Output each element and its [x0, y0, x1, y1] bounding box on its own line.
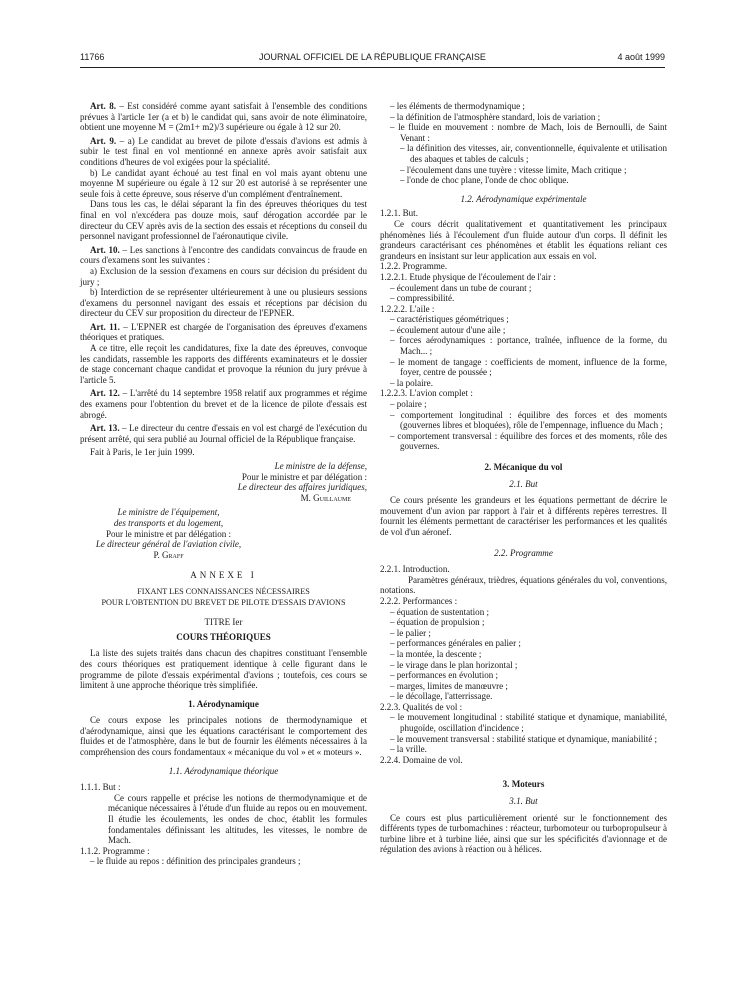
section-2-2-2: 2.2.2. Performances : [380, 595, 458, 606]
cours-theoriques-heading: COURS THÉORIQUES [176, 631, 271, 642]
list-item: – les éléments de thermodynamique ; [390, 101, 525, 111]
article-10-b: b) Interdiction de se représenter ultérieurement à une ou plusieurs sessions d'examens du personnel navigant des essais et réceptions par décision du directeur du CEV sur proposition du directeur de l'EPNER. [80, 287, 367, 319]
list-item: – l'écoulement dans une tuyère : vitesse limite, Mach critique ; [400, 164, 627, 175]
section-1-2-1-text: Ce cours décrit qualitativement et quantitativement les principaux phénomènes liés à l'écoulement d'un fluide autour d'un corps. Il définit les grandeurs caractérisant ces phénomènes et établit les équations reliant ces grandeurs en insistant sur leur application aux essais en vol. [380, 218, 667, 261]
issue-date: 4 août 1999 [617, 52, 665, 62]
section-1-2-2: 1.2.2. Programme. [380, 261, 448, 272]
aero-theorique-heading: 1.1. Aérodynamique théorique [168, 765, 279, 776]
list-item: – le virage dans le plan horizontal ; [390, 659, 518, 670]
section-1-2-1: 1.2.1. But. [380, 208, 418, 219]
section-1-2-2-2: 1.2.2.2. L'aile : [380, 303, 435, 314]
section-1-1-1-text: Ce cours rappelle et précise les notions de thermodynamique et de mécanique nécessaires à l'étude d'un fluide au repos ou en mouvement. Il étudie les écoulements, les ondes de choc, établit les formules fondamentales définissant les altitudes, les vitesses, le nombre de Mach. [108, 792, 367, 846]
section-1-1-2: 1.1.2. Programme : [80, 845, 150, 856]
article-10: Art. 10. – Les sanctions à l'encontre des candidats convaincus de fraude en cours d'examens sont les suivantes : [80, 244, 367, 266]
section-2-2-3: 2.2.3. Qualités de vol : [380, 701, 463, 712]
article-11-b: A ce titre, elle reçoit les candidatures, fixe la date des épreuves, convoque les candidats, rassemble les rapports des différents examinateurs et le dossier de stage concernant chaque candidat et provoque la réunion du jury prévue à l'article 5. [80, 343, 367, 385]
list-item: – la polaire. [390, 377, 433, 388]
aero-experimentale-heading: 1.2. Aérodynamique expérimentale [460, 193, 587, 204]
moteurs-heading: 3. Moteurs [502, 779, 545, 790]
mecanique-but-heading: 2.1. But [509, 478, 538, 489]
page-header [80, 52, 665, 68]
list-item: – polaire ; [390, 399, 427, 410]
header-rule [80, 67, 665, 68]
section-2-2-4: 2.2.4. Domaine de vol. [380, 754, 463, 765]
list-item: – forces aérodynamiques : portance, traînée, influence de la forme, du Mach... ; [390, 335, 667, 357]
article-11: Art. 11. – L'EPNER est chargée de l'organisation des épreuves d'examens théoriques et pratiques. [80, 321, 368, 343]
moteurs-text: Ce cours est plus particulièrement orienté sur le fonctionnement des différents types de turbomachines : réacteur, turbomoteur ou turbopropulseur à turbine libre et à turbine liée, ainsi que sur les spécificités d'avionnage et de régulation des avions à réaction ou à hélices. [380, 812, 667, 855]
left-column [80, 101, 367, 867]
section-1-1-2-item: – le fluide au repos : définition des principales grandeurs ; [90, 856, 301, 867]
aerodynamique-heading: 1. Aérodynamique [188, 698, 259, 709]
list-item: – équation de propulsion ; [390, 617, 485, 628]
section-2-2-1-text: Paramètres généraux, trièdres, équations générales du vol, conventions, notations. [380, 574, 667, 596]
titre-heading: TITRE Ier [204, 617, 243, 628]
list-item: – la définition de l'atmosphère standard, lois de variation ; [390, 111, 601, 122]
list-item: – écoulement autour d'une aile ; [390, 324, 506, 335]
article-9-b: b) Le candidat ayant échoué au test final en vol mais ayant obtenu une moyenne M supérieure ou égale à 12 sur 20 est autorisé à se représenter une seule fois à cette épreuve, sous réserve d'un complément d'entraînement. [80, 167, 367, 199]
moteurs-but-heading: 3.1. But [509, 796, 538, 807]
list-item: – performances générales en palier ; [390, 638, 521, 649]
section-1-2-2-3: 1.2.2.3. L'avion complet : [380, 388, 473, 399]
section-1-1-1: 1.1.1. But : [80, 782, 121, 793]
list-item: – la montée, la descente ; [390, 648, 482, 659]
annexe-subtitle-1: FIXANT LES CONNAISSANCES NÉCESSAIRES [137, 586, 310, 596]
list-item: – comportement transversal : équilibre des forces et des moments, rôle des gouvernes. [390, 430, 667, 452]
list-item: – le mouvement transversal : stabilité statique et dynamique, maniabilité ; [390, 733, 658, 744]
article-10-a: a) Exclusion de la session d'examens en cours sur décision du président du jury ; [80, 265, 367, 287]
list-item: – le moment de tangage : coefficients de moment, influence de la forme, foyer, centre de poussée ; [390, 356, 667, 378]
page-number: 11766 [80, 52, 105, 62]
article-12: Art. 12. – L'arrêté du 14 septembre 1958 relatif aux programmes et régime des examens pour l'obtention du brevet et de la licence de pilote d'essais est abrogé. [80, 388, 367, 420]
section-2-2-1: 2.2.1. Introduction. [380, 564, 450, 575]
section-1-2-2-1: 1.2.2.1. Etude physique de l'écoulement de l'air : [380, 271, 556, 282]
article-9: Art. 9. – a) Le candidat au brevet de pilote d'essais d'avions est admis à subir le test final en vol mentionné en annexe après avoir satisfait aux conditions d'heures de vol exigées pour la spécialité. [80, 135, 367, 167]
list-item: – le fluide en mouvement : nombre de Mach, lois de Bernoulli, de Saint Venant : [390, 122, 667, 143]
mecanique-text: Ce cours présente les grandeurs et les équations permettant de décrire le mouvement d'un avion par rapport à l'air et à différents repères terrestres. Il fournit les éléments permettant de caractériser les performances et les qualités de vol d'un aéronef. [380, 495, 667, 537]
list-item: – écoulement dans un tube de courant ; [390, 282, 532, 293]
right-column [380, 101, 667, 855]
article-8: Art. 8. – Est considéré comme ayant satisfait à l'ensemble des conditions prévues à l'article 1er (a et b) le candidat qui, sans avoir de note éliminatoire, obtient une moyenne M = (2m1+ m2)/3 supérieure ou égale à 12 sur 20. [80, 101, 368, 133]
journal-title: JOURNAL OFFICIEL DE LA RÉPUBLIQUE FRANÇAISE [259, 52, 486, 62]
mecanique-programme-heading: 2.2. Programme [494, 547, 553, 558]
list-item: – comportement longitudinal : équilibre des forces et des moments (gouvernes libres et bloquées), rôle de l'empennage, influence du Mach ; [390, 409, 667, 431]
list-item: – le palier ; [390, 627, 431, 638]
list-item: – le mouvement longitudinal : stabilité statique et dynamique, maniabilité, phugoïde, oscillation d'incidence ; [390, 712, 667, 734]
annexe-subtitle-2: POUR L'OBTENTION DU BREVET DE PILOTE D'ESSAIS D'AVIONS [101, 597, 346, 607]
aerodynamique-text: Ce cours expose les principales notions de thermodynamique et d'aérodynamique, ainsi que les équations caractérisant le comportement des fluides et de l'atmosphère, dans le but de fournir les éléments nécessaires à la compréhension des cours fondamentaux « mécanique du vol » et « moteurs ». [80, 715, 367, 758]
list-item: – caractéristiques géométriques ; [390, 314, 509, 325]
list-item: – l'onde de choc plane, l'onde de choc oblique. [400, 175, 569, 186]
list-item: – équation de sustentation ; [390, 606, 489, 617]
article-9-c: Dans tous les cas, le délai séparant la fin des épreuves théoriques du test final en vol n'excédera pas douze mois, sauf dérogation accordée par le directeur du CEV après avis de la section des essais et réceptions du conseil du personnel navigant professionnel de l'aéronautique civile. [80, 199, 367, 242]
signature-equipement: Le ministre de l'équipement, des transports et du logement, Pour le ministre et par délégation : Le directeur général de l'aviation civile, P. Graff [95, 507, 242, 560]
article-13: Art. 13. – Le directeur du centre d'essais en vol est chargé de l'exécution du présent arrêté, qui sera publié au Journal officiel de la République française. [80, 423, 367, 444]
list-item: – performances en évolution ; [390, 670, 499, 681]
signature-defense: Le ministre de la défense, Pour le ministre et par délégation : Le directeur des affaires juridiques, M. Guillaume [237, 461, 367, 503]
list-item: – marges, limites de manœuvre ; [390, 680, 508, 691]
signing-date: Fait à Paris, le 1er juin 1999. [90, 447, 195, 458]
list-item: – le décollage, l'atterrissage. [390, 691, 493, 702]
mecanique-vol-heading: 2. Mécanique du vol [484, 462, 563, 472]
list-item: – la définition des vitesses, air, conventionnelle, équivalente et utilisation des abaques et tables de calculs ; [400, 143, 667, 164]
intro-paragraph: La liste des sujets traités dans chacun des chapitres constituant l'ensemble des cours théoriques est pratiquement identique à celle figurant dans le programme de pilote d'essais expérimental d'avions ; toutefois, ces cours se limitent à une approche théorique très simplifiée. [80, 648, 367, 691]
list-item: – compressibilité. [390, 293, 455, 304]
annexe-title: ANNEXE I [190, 570, 257, 581]
list-item: – la vrille. [390, 744, 427, 755]
